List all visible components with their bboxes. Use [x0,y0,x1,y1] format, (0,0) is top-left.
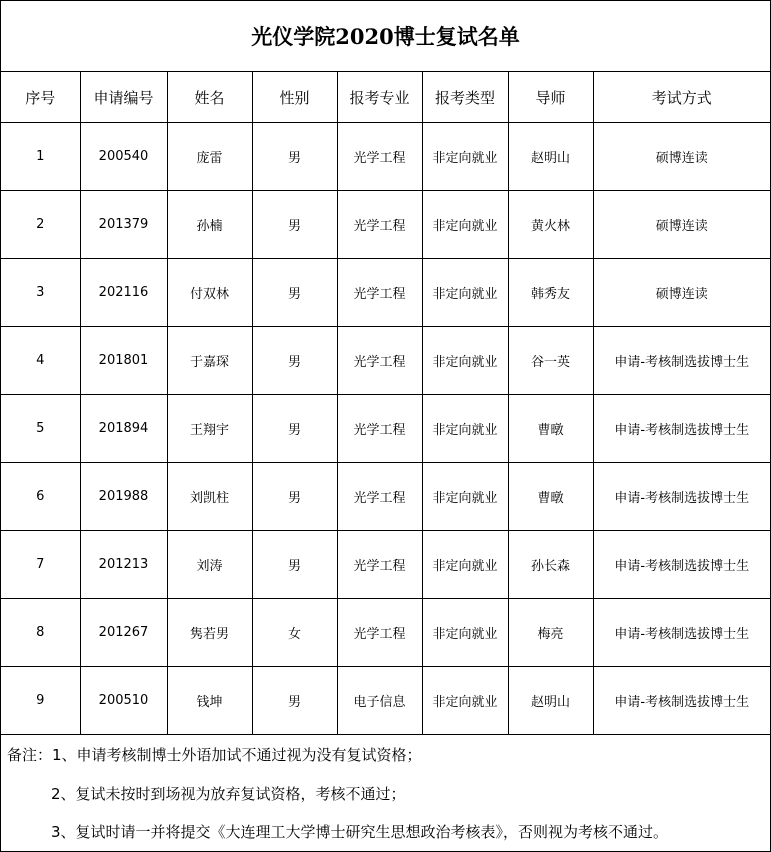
note-line: 3、复试时请一并将提交《大连理工大学博士研究生思想政治考核表》，否则视为考核不通过。 [51,823,669,841]
column-header: 报考类型 [422,72,508,123]
cell-name: 刘涛 [167,531,252,599]
column-header: 申请编号 [80,72,167,123]
cell-index: 3 [1,259,80,327]
cell-gender: 男 [252,259,337,327]
cell-exam-method: 申请-考核制选拔博士生 [593,327,770,395]
cell-exam-method: 申请-考核制选拔博士生 [593,395,770,463]
cell-advisor: 曹暾 [508,463,593,531]
note-line: 备注：1、申请考核制博士外语加试不通过视为没有复试资格； [7,746,422,764]
cell-name: 钱坤 [167,667,252,735]
cell-type: 非定向就业 [422,599,508,667]
cell-gender: 男 [252,667,337,735]
cell-major: 光学工程 [337,395,422,463]
cell-application-id: 201988 [80,463,167,531]
cell-gender: 男 [252,327,337,395]
column-header: 性别 [252,72,337,123]
table-row [1,327,770,395]
cell-major: 电子信息 [337,667,422,735]
notes-section [1,732,770,851]
cell-index: 7 [1,531,80,599]
table-row [1,191,770,259]
cell-index: 6 [1,463,80,531]
column-header: 导师 [508,72,593,123]
table-row [1,599,770,667]
cell-type: 非定向就业 [422,667,508,735]
cell-application-id: 200510 [80,667,167,735]
cell-exam-method: 硕博连读 [593,259,770,327]
cell-exam-method: 硕博连读 [593,191,770,259]
cell-name: 刘凯柱 [167,463,252,531]
table-row [1,395,770,463]
cell-advisor: 赵明山 [508,123,593,191]
cell-type: 非定向就业 [422,327,508,395]
cell-name: 隽若男 [167,599,252,667]
cell-application-id: 201267 [80,599,167,667]
cell-gender: 女 [252,599,337,667]
column-header: 姓名 [167,72,252,123]
cell-major: 光学工程 [337,327,422,395]
note-line: 2、复试未按时到场视为放弃复试资格，考核不通过； [51,785,406,803]
cell-index: 8 [1,599,80,667]
cell-advisor: 韩秀友 [508,259,593,327]
cell-advisor: 谷一英 [508,327,593,395]
cell-index: 5 [1,395,80,463]
cell-exam-method: 申请-考核制选拔博士生 [593,599,770,667]
table-row [1,531,770,599]
cell-gender: 男 [252,191,337,259]
cell-advisor: 梅亮 [508,599,593,667]
document-title: 光仪学院2020博士复试名单 [1,1,770,72]
cell-index: 4 [1,327,80,395]
table-header-row [1,72,770,123]
table-row [1,123,770,191]
cell-advisor: 曹暾 [508,395,593,463]
table-row [1,667,770,735]
cell-index: 9 [1,667,80,735]
cell-major: 光学工程 [337,463,422,531]
column-header: 报考专业 [337,72,422,123]
cell-major: 光学工程 [337,599,422,667]
cell-major: 光学工程 [337,191,422,259]
cell-index: 2 [1,191,80,259]
cell-type: 非定向就业 [422,259,508,327]
table-row [1,259,770,327]
cell-gender: 男 [252,123,337,191]
cell-application-id: 201213 [80,531,167,599]
cell-type: 非定向就业 [422,191,508,259]
table-row [1,463,770,531]
cell-exam-method: 申请-考核制选拔博士生 [593,463,770,531]
cell-name: 孙楠 [167,191,252,259]
column-header: 考试方式 [593,72,770,123]
cell-name: 于嘉琛 [167,327,252,395]
cell-gender: 男 [252,395,337,463]
cell-exam-method: 硕博连读 [593,123,770,191]
cell-exam-method: 申请-考核制选拔博士生 [593,531,770,599]
cell-major: 光学工程 [337,123,422,191]
cell-application-id: 201894 [80,395,167,463]
cell-gender: 男 [252,463,337,531]
cell-application-id: 201379 [80,191,167,259]
cell-major: 光学工程 [337,259,422,327]
cell-type: 非定向就业 [422,463,508,531]
cell-advisor: 赵明山 [508,667,593,735]
cell-name: 庞雷 [167,123,252,191]
cell-name: 付双林 [167,259,252,327]
cell-exam-method: 申请-考核制选拔博士生 [593,667,770,735]
cell-application-id: 200540 [80,123,167,191]
cell-gender: 男 [252,531,337,599]
cell-application-id: 202116 [80,259,167,327]
cell-index: 1 [1,123,80,191]
cell-application-id: 201801 [80,327,167,395]
cell-advisor: 黄火林 [508,191,593,259]
cell-advisor: 孙长森 [508,531,593,599]
column-header: 序号 [1,72,80,123]
cell-major: 光学工程 [337,531,422,599]
cell-type: 非定向就业 [422,531,508,599]
cell-name: 王翔宇 [167,395,252,463]
candidate-table [1,72,770,735]
cell-type: 非定向就业 [422,395,508,463]
cell-type: 非定向就业 [422,123,508,191]
